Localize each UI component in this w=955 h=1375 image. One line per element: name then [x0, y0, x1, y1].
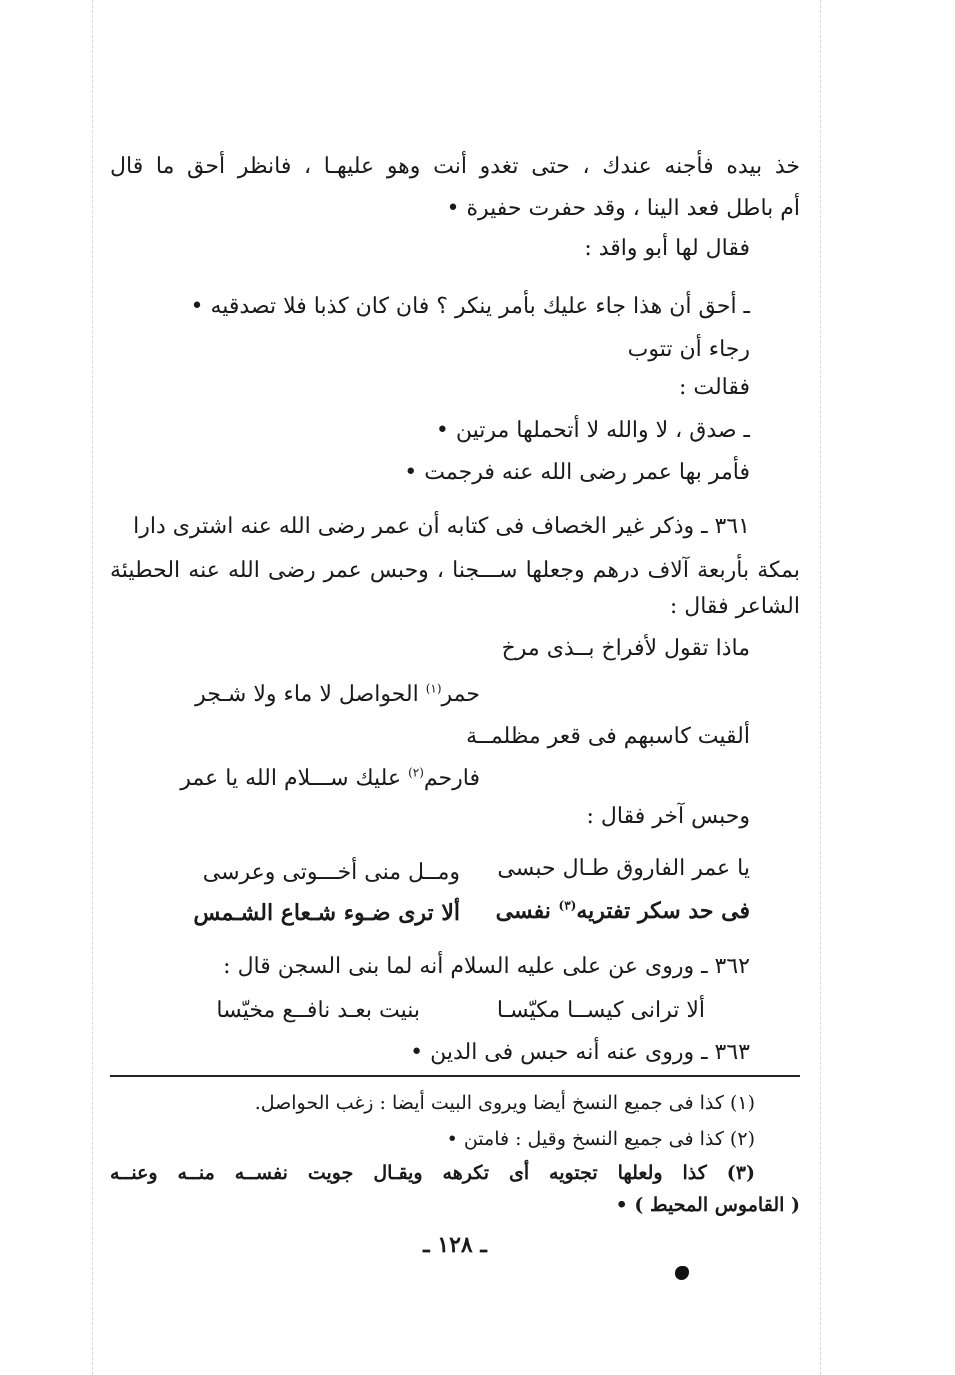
numbered-paragraph-362: ٣٦٢ ـ وروى عن على عليه السلام أنه لما بنى السجن قال : [223, 954, 750, 979]
footnote-1: (١) كذا فى جميع النسخ أيضا ويروى البيت أيضا : زغب الحواصل. [254, 1092, 755, 1114]
text-line: ـ أحق أن هذا جاء عليك بأمر ينكر ؟ فان كان كذبا فلا تصدقيه • [190, 294, 750, 319]
footnote-3-continued: ( القاموس المحيط ) • [615, 1194, 800, 1216]
footnote-separator [110, 1075, 800, 1077]
text-line: خذ بيده فأجنه عندك ، حتى تغدو أنت وهو عليهـا ، فانظر أحق ما قال [110, 154, 800, 179]
text-line: فقالت : [678, 375, 750, 400]
scan-guide-line [92, 0, 93, 1375]
poem-hemistich-left: ومــل منى أخـــوتى وعرسى [202, 860, 460, 885]
text-line: ـ صدق ، لا والله لا أتحملها مرتين • [435, 418, 750, 443]
text-line: وحبس آخر فقال : [586, 804, 750, 829]
poem-verse: حمر$^{(١)}$ الحواصل لا ماء ولا شـجر [195, 681, 480, 707]
text-line: بمكة بأربعة آلاف درهم وجعلها ســـجنا ، وحبس عمر رضى الله عنه الحطيئة [110, 558, 800, 583]
text-line: فأمر بها عمر رضى الله عنه فرجمت • [404, 460, 750, 485]
poem-verse: ألقيت كاسبهم فى قعر مظلمــة [466, 724, 750, 749]
poem-hemistich-left: ألا ترى ضـوء شـعاع الشـمس [193, 900, 460, 926]
poem-hemistich-right: ألا ترانى كيســا مكيّسـا [496, 998, 705, 1023]
page-number: ـ ١٢٨ ـ [423, 1232, 487, 1258]
text-line: رجاء أن تتوب [627, 337, 750, 362]
poem-verse: ماذا تقول لأفراخ بــذى مرخ [501, 636, 750, 661]
poem-hemistich-left: بنيت بعـد نافــع مخيّسا [216, 998, 420, 1023]
text-line: الشاعر فقال : [669, 594, 800, 619]
poem-hemistich-right: فى حد سكر تفتريه$^{(٣)}$ نفسى [495, 898, 750, 924]
footnote-ref: (٣) [558, 898, 577, 913]
numbered-paragraph-361: ٣٦١ ـ وذكر غير الخصاف فى كتابه أن عمر رضى الله عنه اشترى دارا [133, 514, 750, 539]
ink-blot [675, 1266, 689, 1280]
footnote-2: (٢) كذا فى جميع النسخ وقيل : فامتن • [446, 1128, 755, 1150]
poem-hemistich-right: يا عمر الفاروق طـال حبسى [497, 856, 750, 881]
text-line: أم باطل فعد الينا ، وقد حفرت حفيرة • [446, 196, 800, 221]
text-line: فقال لها أبو واقد : [584, 236, 750, 261]
numbered-paragraph-363: ٣٦٣ ـ وروى عنه أنه حبس فى الدين • [410, 1040, 750, 1065]
footnote-3: (٣) كذا ولعلها تجتويه أى تكرهه ويقـال جويت نفســه منــه وعنــه [110, 1162, 755, 1184]
poem-verse: فارحم$^{(٢)}$ عليك ســـلام الله يا عمر [180, 765, 480, 791]
footnote-ref: (٢) [408, 765, 424, 780]
footnote-ref: (١) [425, 681, 442, 696]
scan-guide-line [820, 0, 821, 1375]
